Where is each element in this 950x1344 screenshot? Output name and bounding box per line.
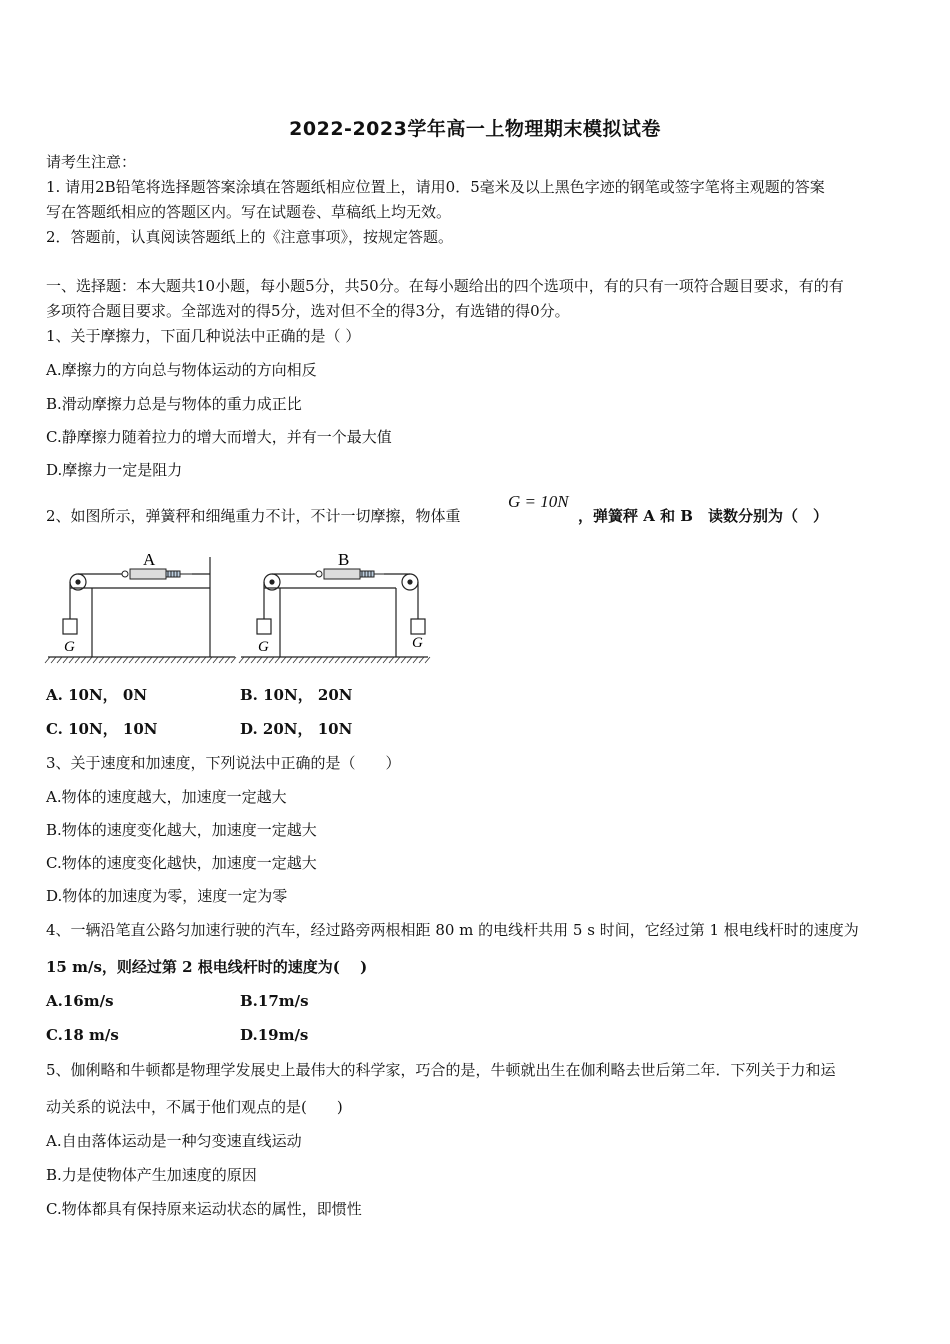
q2-stem-part-2: ，弹簧秤 A 和 B 读数分别为（ ） (578, 507, 828, 525)
notice-heading: 请考生注意： (46, 153, 137, 171)
q1-option-d: D.摩擦力一定是阻力 (46, 461, 183, 479)
q3-stem: 3、关于速度和加速度，下列说法中正确的是（ ） (46, 754, 401, 772)
spring-scale-figure (44, 545, 434, 665)
q5-stem-line-1: 5、伽俐略和牛顿都是物理学发展史上最伟大的科学家，巧合的是，牛顿就出生在伽利略去世后第二年．下列关于力和运 (46, 1061, 836, 1079)
q1-option-c: C.静摩擦力随着拉力的增大而增大，并有一个最大值 (46, 428, 392, 446)
q2-option-b: B. 10N， 20N (240, 686, 353, 704)
q2-stem-part-1: 2、如图所示，弹簧秤和细绳重力不计，不计一切摩擦，物体重 (46, 507, 461, 525)
q4-stem-line-2: 15 m/s，则经过第 2 根电线杆时的速度为( ) (46, 958, 368, 976)
figure-label-g-left: G (64, 639, 75, 655)
q3-option-b: B.物体的速度变化越大，加速度一定越大 (46, 821, 317, 839)
q3-option-c: C.物体的速度变化越快，加速度一定越大 (46, 854, 317, 872)
q2-formula: G = 10N (508, 492, 569, 511)
q5-stem-line-2: 动关系的说法中，不属于他们观点的是( ) (46, 1098, 343, 1116)
q5-option-c: C.物体都具有保持原来运动状态的属性，即惯性 (46, 1200, 362, 1218)
q5-option-a: A.自由落体运动是一种匀变速直线运动 (46, 1132, 302, 1150)
q4-option-a: A.16m/s (46, 992, 114, 1010)
figure-label-a: A (143, 550, 156, 569)
q3-option-a: A.物体的速度越大，加速度一定越大 (46, 788, 287, 806)
section-1-intro-line-2: 多项符合题目要求。全部选对的得5分，选对但不全的得3分，有选错的得0分。 (46, 302, 570, 320)
q1-stem: 1、关于摩擦力，下面几种说法中正确的是（ ） (46, 327, 361, 345)
q4-stem-line-1: 4、一辆沿笔直公路匀加速行驶的汽车，经过路旁两根相距 80 m 的电线杆共用 5 s 时间，它经过第 1 根电线杆时的速度为 (46, 921, 859, 939)
notice-item-2: 2．答题前，认真阅读答题纸上的《注意事项》，按规定答题。 (46, 228, 454, 246)
q4-option-d: D.19m/s (240, 1026, 309, 1044)
q2-option-c: C. 10N， 10N (46, 720, 158, 738)
q5-option-b: B.力是使物体产生加速度的原因 (46, 1166, 257, 1184)
q4-option-c: C.18 m/s (46, 1026, 119, 1044)
q3-option-d: D.物体的加速度为零，速度一定为零 (46, 887, 288, 905)
figure-label-g-right: G (412, 635, 423, 651)
section-1-intro-line-1: 一、选择题：本大题共10小题，每小题5分，共50分。在每小题给出的四个选项中，有的只有一项符合题目要求，有的有 (46, 277, 844, 295)
figure-label-b: B (338, 550, 350, 569)
figure-label-g-middle: G (258, 639, 269, 655)
page-title: 2022-2023学年高一上物理期末模拟试卷 (289, 118, 661, 140)
q1-option-a: A.摩擦力的方向总与物体运动的方向相反 (46, 361, 317, 379)
q2-option-a: A. 10N， 0N (46, 686, 148, 704)
q1-option-b: B.滑动摩擦力总是与物体的重力成正比 (46, 395, 302, 413)
q4-option-b: B.17m/s (240, 992, 309, 1010)
notice-item-1-line-2: 写在答题纸相应的答题区内。写在试题卷、草稿纸上均无效。 (46, 203, 452, 221)
q2-option-d: D. 20N， 10N (240, 720, 353, 738)
notice-item-1-line-1: 1. 请用2B铅笔将选择题答案涂填在答题纸相应位置上，请用0．5毫米及以上黑色字迹的钢笔或签字笔将主观题的答案 (46, 178, 825, 196)
